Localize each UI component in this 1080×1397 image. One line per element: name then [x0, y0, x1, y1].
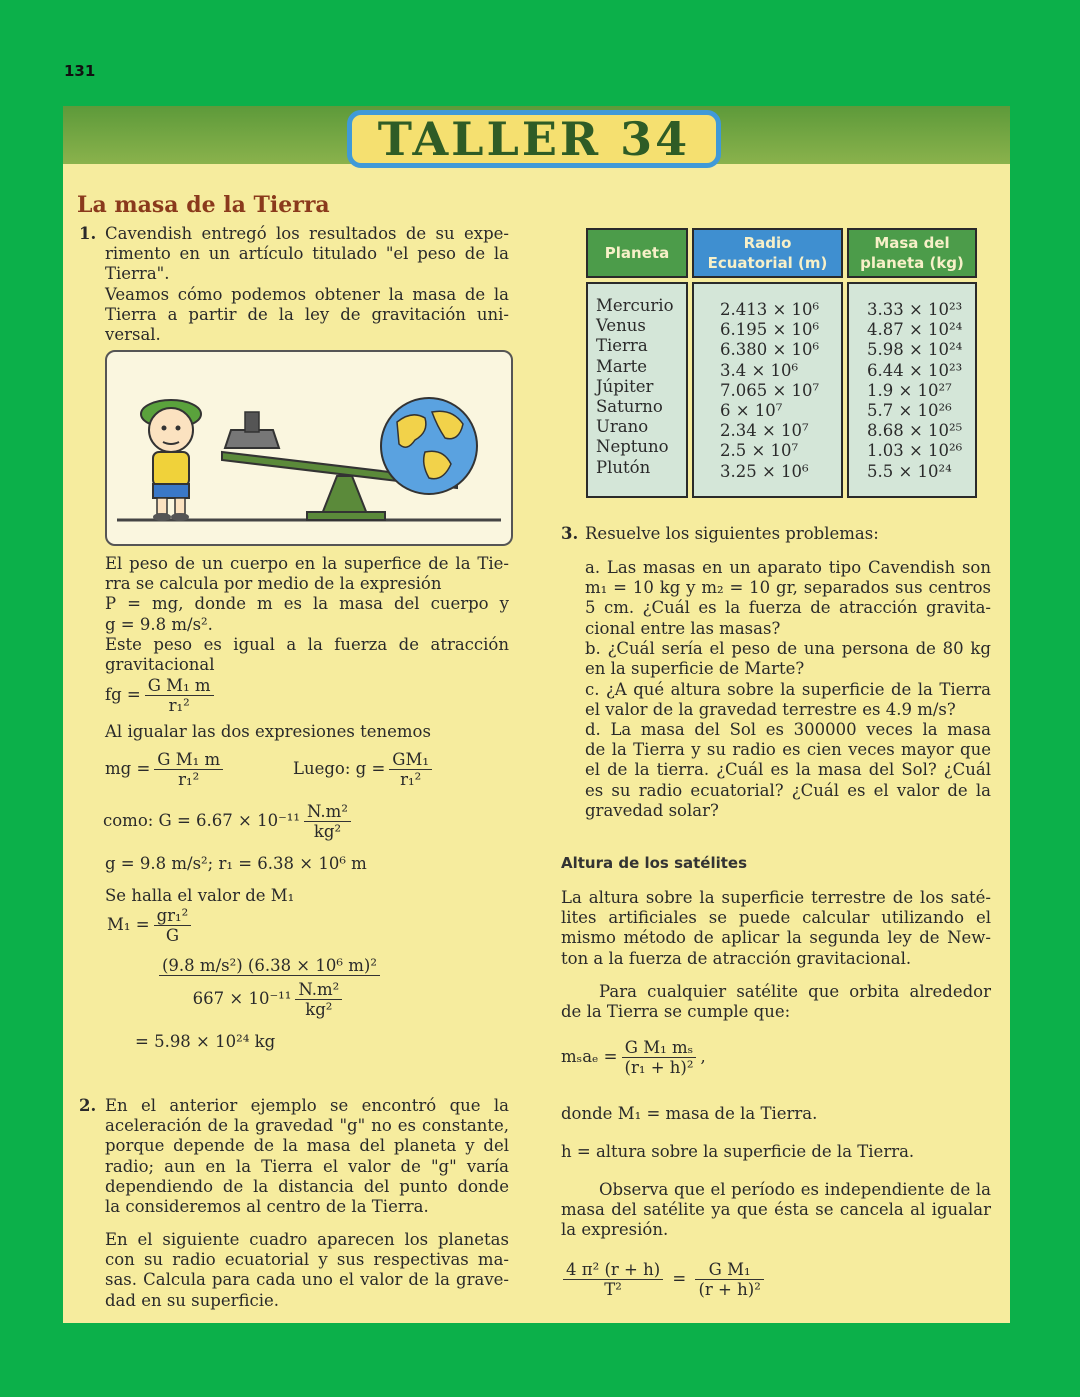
table-intro-text: En el siguiente cuadro aparecen los planetas con su radio ecuatorial y sus respectivas ma- sas. Calcula para cada uno el valor de la grave- dad en su superficie. — [105, 1230, 509, 1310]
item2-text: En el anterior ejemplo se encontró que la aceleración de la gravedad "g" no es constante, porque depende de la masa del planeta y del radio; aun en la Tierra el valor de "g" varía dependiendo de la distancia del punto donde la consideremos al centro de la Tierra. — [105, 1096, 509, 1217]
table-header-radius: Radio Ecuatorial (m) — [692, 228, 843, 278]
cavendish-illustration — [105, 350, 513, 546]
problem-b: b. ¿Cuál sería el peso de una persona de 80 kg en la superficie de Marte? — [585, 639, 991, 679]
page-number: 131 — [64, 62, 96, 80]
table-cell: 2.34 × 10⁷ — [720, 421, 809, 441]
problem-c: c. ¿A qué altura sobre la superficie de la Tierra el valor de la gravedad terrestre es 4.9 m/s? — [585, 680, 991, 720]
table-cell: 3.4 × 10⁶ — [720, 360, 799, 380]
table-cell: 6.380 × 10⁶ — [720, 340, 820, 360]
find-mass-text: Se halla el valor de M₁ — [105, 886, 295, 905]
period-equation: $\frac{\text{4 π² (r + h)}}{\text{T²}}$ = $\frac{\text{G M₁}}{\text{(r + h)²}}$ — [559, 1260, 768, 1299]
table-cell: 1.03 × 10²⁶ — [867, 441, 963, 461]
table-cell: Mercurio — [596, 296, 674, 315]
period-paragraph: Observa que el período es independiente de la masa del satélite ya que ésta se cancela al igualar la expresión. — [561, 1180, 991, 1240]
table-cell: Tierra — [596, 336, 648, 356]
orbit-paragraph: Para cualquier satélite que orbita alrededor de la Tierra se cumple que: — [561, 982, 991, 1022]
weight-paragraph: El peso de un cuerpo en la superfice de la Tie- rra se calcula por medio de la expresión P = mg, donde m es la masa del cuerpo y g = 9.8 m/s². Este peso es igual a la fuerza de atracción gravitacional — [105, 554, 509, 675]
boy-character-icon — [141, 400, 201, 521]
table-cell: 5.98 × 10²⁴ — [867, 340, 963, 360]
worksheet-page — [63, 106, 1010, 1323]
table-cell: 1.9 × 10²⁷ — [867, 380, 952, 400]
table-cell: 6.195 × 10⁶ — [720, 320, 820, 340]
item-number: 2. — [79, 1096, 97, 1115]
table-cell: 5.5 × 10²⁴ — [867, 461, 952, 481]
problem-d: d. La masa del Sol es 300000 veces la masa de la Tierra y su radio es cien veces mayor que el de la tierra. ¿Cuál es la masa del Sol? ¿Cuál es su radio ecuatorial? ¿Cuál es el valor de la gravedad solar? — [585, 720, 991, 820]
table-cell: 2.413 × 10⁶ — [720, 300, 820, 319]
gravitational-constant: como: G = 6.67 × 10⁻¹¹ $\frac{\text{N.m²}}{\text{kg²}}$ — [103, 802, 355, 841]
radius-column — [692, 282, 843, 498]
table-cell: Venus — [596, 316, 646, 336]
item-number: 3. — [561, 524, 579, 543]
mass-column — [847, 282, 977, 498]
table-header-planet: Planeta — [586, 228, 688, 278]
table-cell: 3.33 × 10²³ — [867, 300, 963, 319]
table-cell: Urano — [596, 417, 649, 437]
mass-formula: M₁ = $\frac{\text{gr₁²}}{G}$ — [107, 906, 195, 945]
table-cell: Saturno — [596, 397, 663, 417]
table-cell: Marte — [596, 356, 648, 376]
table-cell: 6 × 10⁷ — [720, 401, 783, 421]
table-cell: Plutón — [596, 457, 651, 477]
g-formula: Luego: g = $\frac{\text{GM₁}}{\text{r₁²}}$ — [293, 750, 436, 789]
table-cell: 8.68 × 10²⁵ — [867, 421, 963, 441]
earth-mass-definition: donde M₁ = masa de la Tierra. — [561, 1104, 818, 1123]
table-cell: 7.065 × 10⁷ — [720, 380, 820, 400]
problems-title: Resuelve los siguientes problemas: — [585, 524, 879, 543]
page-title: TALLER 34 — [347, 110, 721, 168]
section-heading: La masa de la Tierra — [77, 192, 330, 218]
table-cell: 4.87 × 10²⁴ — [867, 320, 963, 340]
equate-text: Al igualar las dos expresiones tenemos — [105, 722, 431, 741]
satellites-paragraph: La altura sobre la superficie terrestre de los saté- lites artificiales se puede calcular utilizando el mismo método de aplicar la segunda ley de New- ton a la fuerza de atracción gravitacional. — [561, 888, 991, 968]
table-header-mass: Masa del planeta (kg) — [847, 228, 977, 278]
mg-formula: mg = $\frac{\text{G M₁ m}}{\text{r₁²}}$ — [105, 750, 227, 789]
earth-globe-icon — [381, 398, 477, 494]
mass-calculation: (9.8 m/s²) (6.38 × 10⁶ m)² 667 × 10⁻¹¹ $\frac{\text{N.m²}}{\text{kg²}}$ — [159, 956, 380, 1019]
balance-scale-illustration — [107, 352, 511, 544]
problem-a: a. Las masas en un aparato tipo Cavendish son m₁ = 10 kg y m₂ = 10 gr, separados sus centros 5 cm. ¿Cuál es la fuerza de atracción gravita- cional entre las masas? — [585, 558, 991, 638]
table-cell: 6.44 × 10²³ — [867, 360, 963, 380]
satellite-equation: mₛaₑ = $\frac{\text{G M₁ mₛ}}{\text{(r₁ + h)²}}$ , — [561, 1038, 706, 1077]
item1-text: Cavendish entregó los resultados de su expe- rimento en un artículo titulado "el peso de la Tierra". Veamos cómo podemos obtener la masa de la Tierra a partir de la ley de gravitación uni- versal. — [105, 224, 509, 345]
g-r-values: g = 9.8 m/s²; r₁ = 6.38 × 10⁶ m — [105, 854, 367, 873]
planet-names-column — [586, 282, 688, 498]
satellites-heading: Altura de los satélites — [561, 854, 748, 872]
mass-result: = 5.98 × 10²⁴ kg — [135, 1032, 276, 1051]
table-cell: Neptuno — [596, 437, 669, 457]
table-cell: 3.25 × 10⁶ — [720, 461, 809, 481]
height-definition: h = altura sobre la superficie de la Tierra. — [561, 1142, 915, 1161]
item-number: 1. — [79, 224, 97, 243]
table-cell: 2.5 × 10⁷ — [720, 441, 799, 461]
table-cell: 5.7 × 10²⁶ — [867, 401, 952, 421]
fg-formula: fg = $\frac{\text{G M₁ m}}{\text{r₁²}}$ — [105, 676, 218, 715]
table-cell: Júpiter — [596, 376, 654, 396]
